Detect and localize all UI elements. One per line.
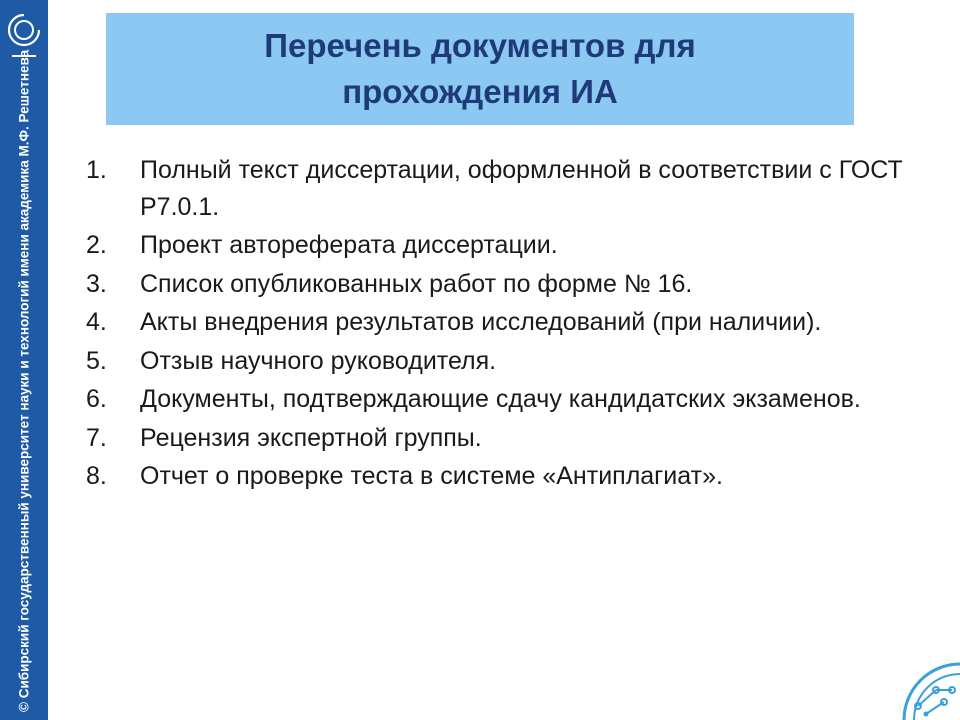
circuit-globe-icon (896, 656, 960, 720)
list-item-number: 1. (86, 156, 107, 184)
list-item-number: 5. (86, 346, 107, 375)
list-item (86, 152, 906, 225)
list-item-text: Документы, подтверждающие сдачу кандидатских экзаменов. (140, 385, 861, 413)
list-item-number: 3. (86, 269, 107, 298)
sidebar-band (0, 0, 48, 720)
title-banner (106, 13, 854, 125)
list-item (86, 227, 906, 264)
list-item-text: Список опубликованных работ по форме № 16. (140, 269, 693, 298)
page-title: Перечень документов для прохождения ИА (264, 27, 696, 110)
list-item-text: Полный текст диссертации, оформленной в соответствии с ГОСТ Р7.0.1. (140, 156, 903, 221)
list-item (86, 420, 906, 457)
list-item-text: Проект автореферата диссертации. (140, 231, 558, 259)
list-item-number: 7. (86, 423, 107, 452)
list-item-number: 2. (86, 231, 107, 259)
list-item (86, 458, 906, 495)
list-item (86, 304, 906, 341)
list-item-text: Акты внедрения результатов исследований (при наличии). (140, 308, 822, 336)
list-item (86, 343, 906, 380)
list-item (86, 381, 906, 418)
documents-list (86, 152, 906, 497)
list-item-text: Рецензия экспертной группы. (140, 423, 482, 452)
list-item (86, 266, 906, 303)
list-item-number: 8. (86, 462, 107, 490)
list-item-number: 4. (86, 308, 107, 336)
list-item-text: Отзыв научного руководителя. (140, 346, 497, 375)
sidebar-caption: © Сибирский государственный университет науки и технологий имени академика М.Ф. Решетнева (16, 49, 32, 712)
list-item-text: Отчет о проверке теста в системе «Антиплагиат». (140, 462, 723, 490)
list-item-number: 6. (86, 385, 107, 413)
